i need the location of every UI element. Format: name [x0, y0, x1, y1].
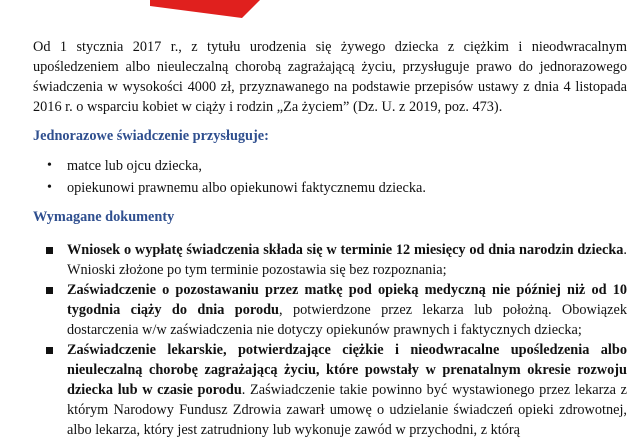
bullet-icon: •	[47, 180, 52, 195]
square-bullet-icon	[46, 347, 53, 354]
square-bullet-icon	[46, 247, 53, 254]
document-item-medical-certificate: Zaświadczenie lekarskie, potwierdzające ciężkie i nieodwracalne upośledzenia albo nieuleczalną chorobę zagrażającą życiu, które powstały w prenatalnym okresie rozwoju dziecka lub w czasie porodu. Zaświadczenie takie powinno być wystawionego przez lekarza z którym Narodowy Fundusz Zdrowia zawarł umowę o udzielanie świadczeń opieki zdrowotnej, albo lekarza, który jest zatrudniony lub wykonuje zawód w przychodni, z którą	[67, 342, 628, 438]
intro-paragraph: Od 1 stycznia 2017 r., z tytułu urodzenia się żywego dziecka z ciężkim i nieodwracalnym upośledzeniem albo nieuleczalną chorobą zagrażającą życiu, przysługuje prawo do jednorazowego świadczenia w wysokości 4000 zł, przyznawanego na podstawie przepisów ustawy z dnia 4 listopada 2016 r. o wsparciu kobiet w ciąży i rodzin „Za życiem” (Dz. U. z 2019, poz. 473).	[33, 39, 627, 115]
entitled-heading: Jednorazowe świadczenie przysługuje:	[33, 128, 269, 144]
square-bullet-icon	[46, 287, 53, 294]
bullet-icon: •	[47, 158, 52, 173]
red-accent-shape	[150, 0, 260, 18]
document-item-pregnancy-care-certificate: Zaświadczenie o pozostawaniu przez matkę pod opieką medyczną nie później niż od 10 tygodnia ciąży do dnia porodu, potwierdzone przez lekarza lub położną. Obowiązek dostarczenia w/w zaświadczenia nie dotyczy opiekunów prawnych i faktycznych dziecka;	[67, 282, 627, 338]
documents-heading: Wymagane dokumenty	[33, 209, 175, 225]
document-item-application: Wniosek o wypłatę świadczenia składa się w terminie 12 miesięcy od dnia narodzin dziecka. Wnioski złożone po tym terminie pozostawia się bez rozpoznania;	[67, 242, 627, 278]
